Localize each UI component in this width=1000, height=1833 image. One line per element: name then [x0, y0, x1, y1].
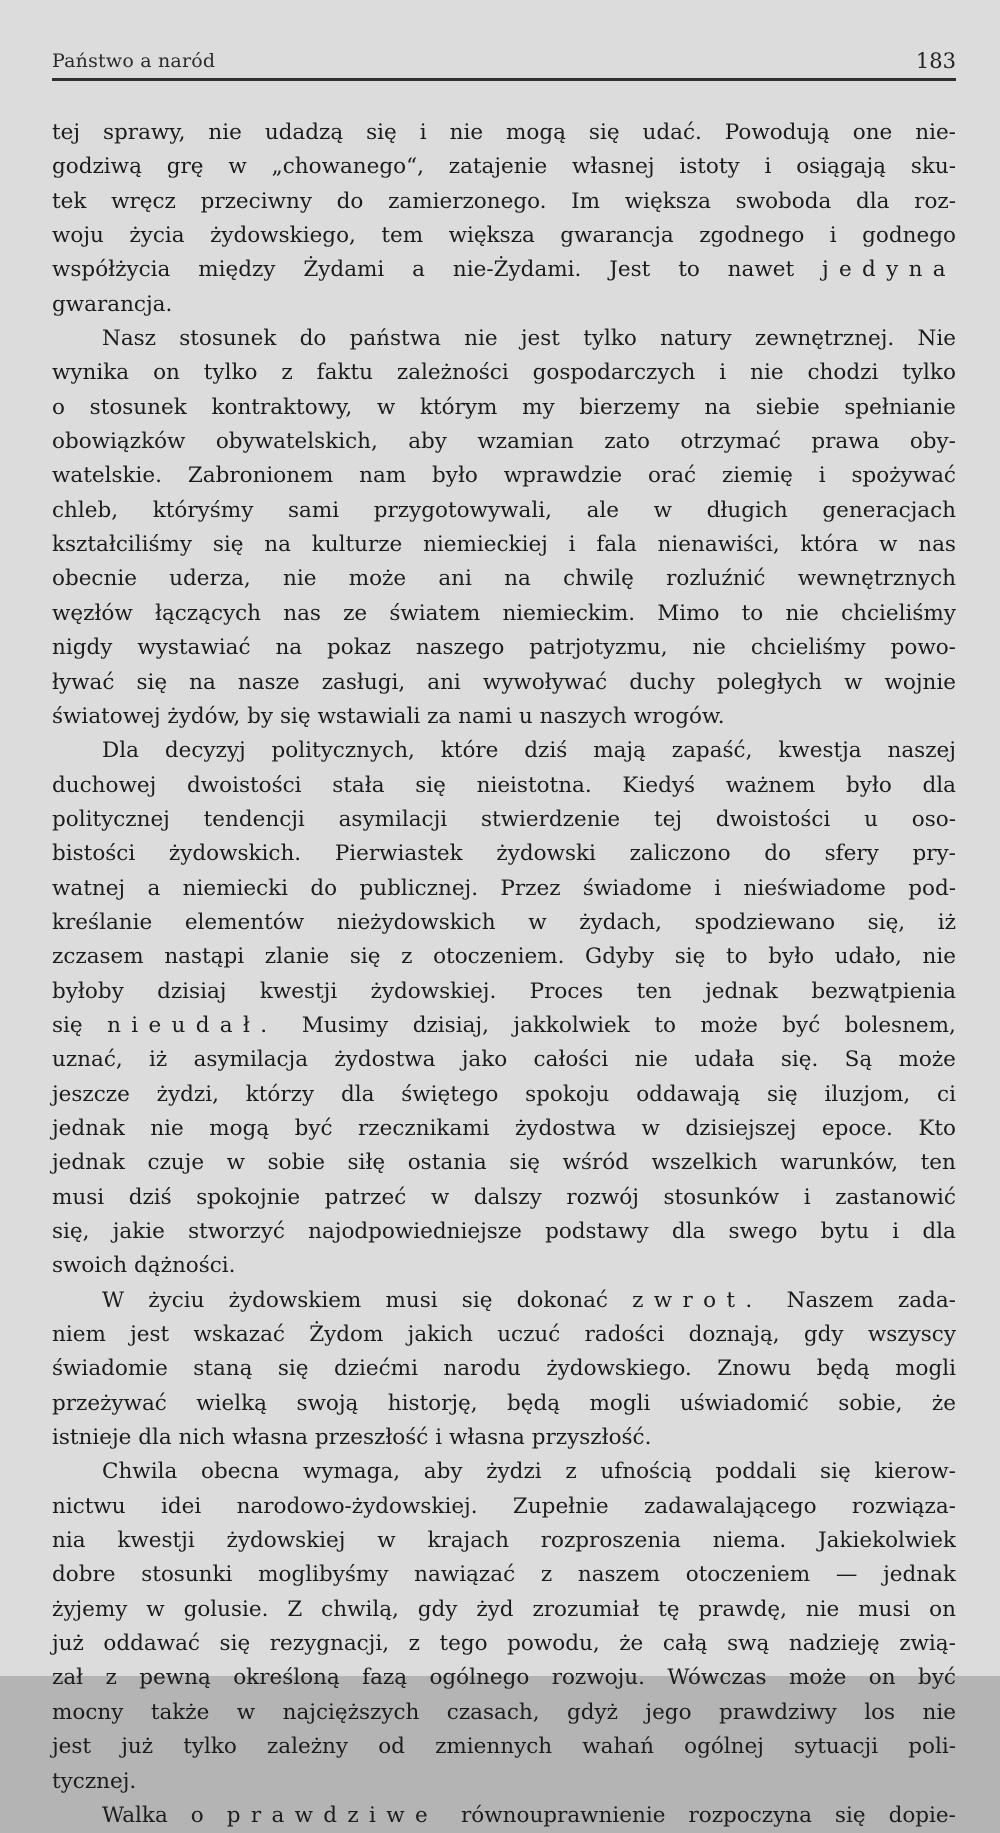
paragraph	[52, 1284, 956, 1456]
text-line: obowiązków obywatelskich, aby wzamian zato otrzymać prawa oby-	[52, 429, 956, 455]
text-line: godziwą grę w „chowanego“, zatajenie własnej istoty i osiągają sku-	[52, 154, 956, 180]
paragraph	[52, 1799, 956, 1833]
text-line: wynika on tylko z faktu zależności gospodarczych i nie chodzi tylko	[52, 360, 956, 386]
text-line: nigdy wystawiać na pokaz naszego patrjotyzmu, nie chcieliśmy powo-	[52, 635, 956, 661]
page-header	[52, 46, 956, 82]
text-line: jest już tylko zależny od zmiennych wahań ogólnej sytuacji poli-	[52, 1734, 956, 1760]
paragraph	[52, 116, 956, 322]
text-line: się, jakie stworzyć najodpowiedniejsze podstawy dla swego bytu i dla	[52, 1219, 956, 1244]
text-line: nia kwestji żydowskiej w krajach rozproszenia niema. Jakiekolwiek	[52, 1528, 956, 1554]
text-line: tej sprawy, nie udadzą się i nie mogą się udać. Powodują one nie-	[52, 120, 956, 145]
body-text	[52, 116, 956, 1833]
text-line: węzłów łączących nas ze światem niemieckim. Mimo to nie chcieliśmy	[52, 600, 956, 626]
text-line: mocny także w najcięższych czasach, gdyż jego prawdziwy los nie	[52, 1699, 956, 1725]
text-line: kształciliśmy się na kulturze niemieckiej i fala nienawiści, która w nas	[52, 532, 956, 558]
text-line: współżycia między Żydami a nie-Żydami. Jest to nawet jedyna	[52, 257, 956, 283]
text-line: swoich dążności.	[52, 1253, 236, 1279]
text-line: dobre stosunki moglibyśmy nawiązać z naszem otoczeniem — jednak	[52, 1562, 956, 1588]
text-line: W życiu żydowskiem musi się dokonać zwrot. Naszem zada-	[102, 1287, 956, 1313]
text-line: zczasem nastąpi zlanie się z otoczeniem. Gdyby się to było udało, nie	[52, 944, 956, 970]
text-line: świadomie staną się dziećmi narodu żydowskiego. Znowu będą mogli	[52, 1356, 956, 1382]
text-line: watelskie. Zabronionem nam było wprawdzie orać ziemię i spożywać	[52, 463, 956, 489]
text-line: watnej a niemiecki do publicznej. Przez świadome i nieświadome pod-	[52, 875, 956, 901]
text-line: jednak czuje w sobie siłę ostania się wśród wszelkich warunków, ten	[52, 1150, 956, 1176]
text-line: przeżywać wielką swoją historję, będą mogli uświadomić sobie, że	[52, 1390, 956, 1416]
text-line: o stosunek kontraktowy, w którym my bierzemy na siebie spełnianie	[52, 394, 956, 420]
running-title: Państwo a naród	[52, 50, 216, 72]
text-line: kreślanie elementów nieżydowskich w żydach, spodziewano się, iż	[52, 909, 956, 935]
paragraph	[52, 734, 956, 1284]
text-line: musi dziś spokojnie patrzeć w dalszy rozwój stosunków i zastanowić	[52, 1184, 956, 1210]
text-line: ływać się na nasze zasługi, ani wywoływać duchy poległych w wojnie	[52, 669, 956, 695]
paragraph	[52, 1455, 956, 1798]
text-line: gwarancja.	[52, 291, 173, 317]
text-line: światowej żydów, by się wstawiali za nami u naszych wrogów.	[52, 703, 725, 729]
header-rule	[52, 78, 956, 81]
text-line: nictwu idei narodowo-żydowskiej. Zupełnie zadawalającego rozwiąza-	[52, 1493, 956, 1519]
text-line: obecnie uderza, nie może ani na chwilę rozluźnić wewnętrznych	[52, 566, 956, 592]
text-line: Nasz stosunek do państwa nie jest tylko natury zewnętrznej. Nie	[102, 326, 956, 352]
paragraph	[52, 322, 956, 734]
text-line: niem jest wskazać Żydom jakich uczuć radości doznają, gdy wszyscy	[52, 1322, 956, 1348]
text-line: Dla decyzyj politycznych, które dziś mają zapaść, kwestja naszej	[102, 738, 956, 764]
text-line: już oddawać się rezygnacji, z tego powodu, że całą swą nadzieję zwią-	[52, 1631, 956, 1657]
text-line: politycznej tendencji asymilacji stwierdzenie tej dwoistości u oso-	[52, 806, 956, 832]
text-line: jednak nie mogą być rzecznikami żydostwa w dzisiejszej epoce. Kto	[52, 1115, 956, 1141]
text-line: tek wręcz przeciwny do zamierzonego. Im większa swoboda dla roz-	[52, 188, 956, 214]
text-line: chleb, któryśmy sami przygotowywali, ale w długich generacjach	[52, 497, 956, 523]
text-line: jeszcze żydzi, którzy dla świętego spokoju oddawają się iluzjom, ci	[52, 1081, 956, 1107]
text-line: bistości żydowskich. Pierwiastek żydowski zaliczono do sfery pry-	[52, 841, 956, 867]
text-line: zał z pewną określoną fazą ogólnego rozwoju. Wówczas może on być	[52, 1665, 956, 1691]
text-line: istnieje dla nich własna przeszłość i własna przyszłość.	[52, 1425, 652, 1451]
text-line: żyjemy w golusie. Z chwilą, gdy żyd zrozumiał tę prawdę, nie musi on	[52, 1596, 956, 1622]
page-number: 183	[915, 49, 956, 73]
text-line: tycznej.	[52, 1768, 137, 1794]
text-line: Chwila obecna wymaga, aby żydzi z ufnością poddali się kierow-	[102, 1459, 956, 1485]
text-line: byłoby dzisiaj kwestji żydowskiej. Proces ten jednak bezwątpienia	[52, 978, 956, 1004]
text-line: uznać, iż asymilacja żydostwa jako całości nie udała się. Są może	[52, 1047, 956, 1073]
text-line: woju życia żydowskiego, tem większa gwarancja zgodnego i godnego	[52, 223, 956, 249]
text-line: Walka o prawdziwe równouprawnienie rozpoczyna się dopie-	[102, 1802, 956, 1828]
text-line: duchowej dwoistości stała się nieistotna. Kiedyś ważnem było dla	[52, 772, 956, 798]
text-line: się nieudał. Musimy dzisiaj, jakkolwiek to może być bolesnem,	[52, 1012, 956, 1038]
